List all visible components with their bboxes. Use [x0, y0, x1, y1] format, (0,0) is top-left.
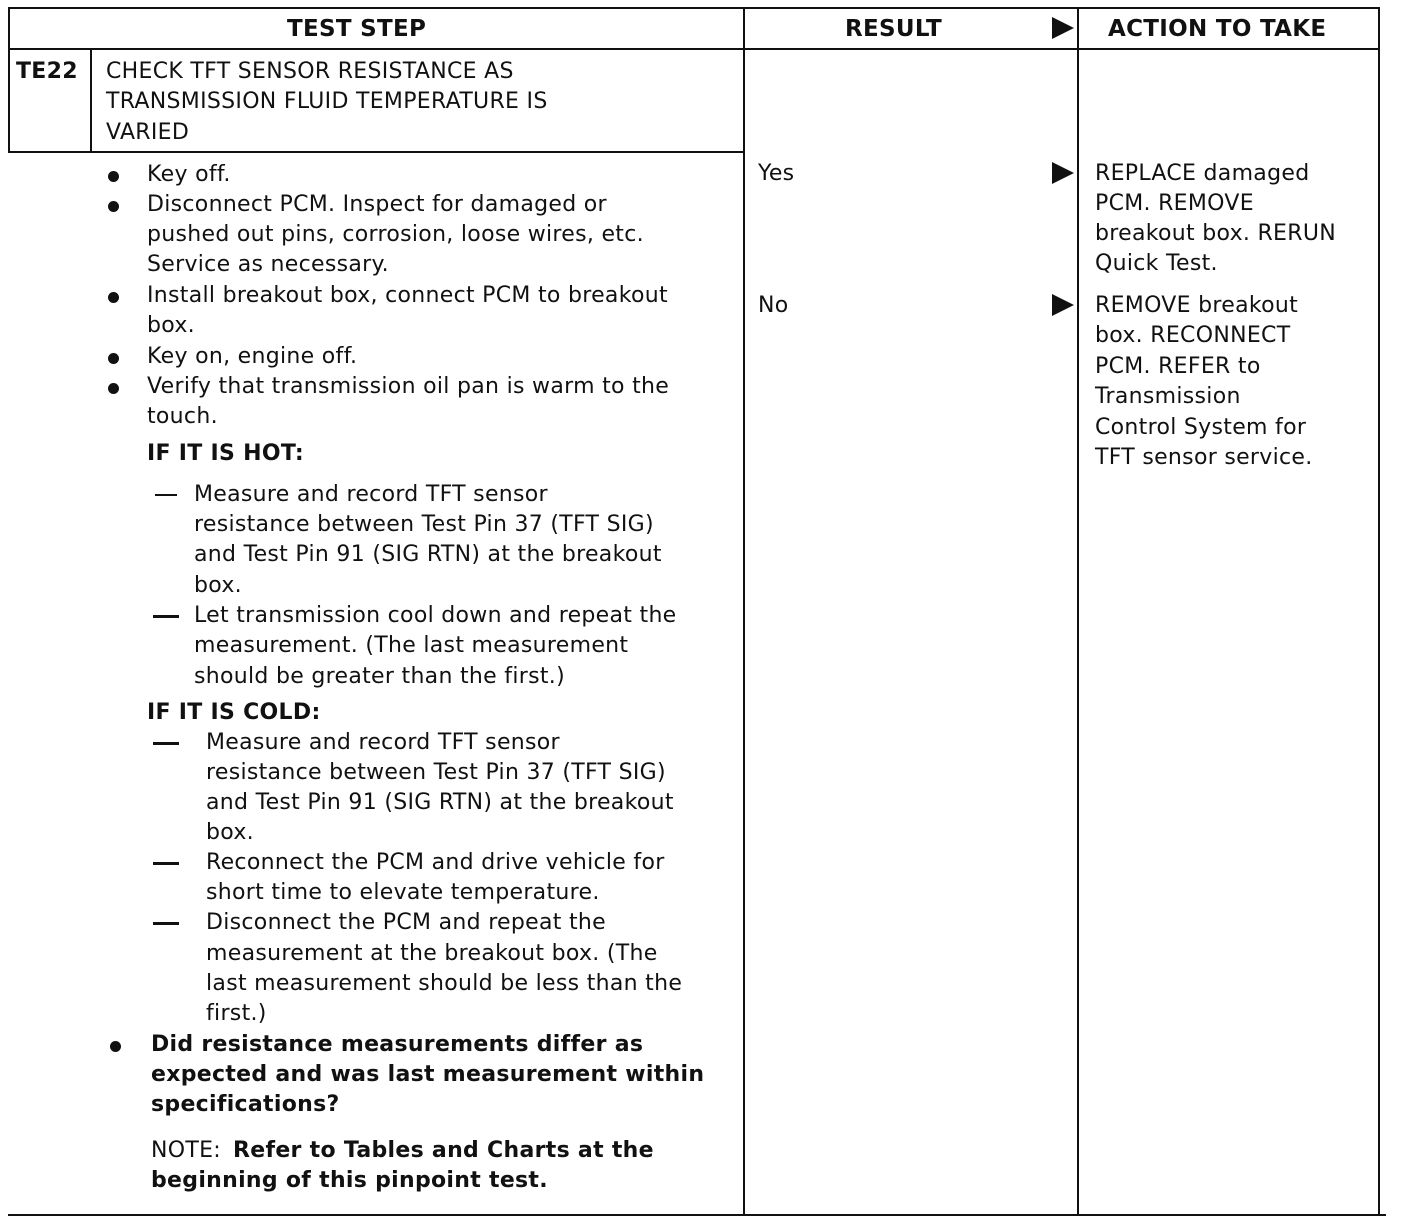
- result-no-label: No: [758, 293, 789, 318]
- step-title-line: TRANSMISSION FLUID TEMPERATURE IS: [106, 89, 548, 114]
- action-line: Control System for: [1095, 415, 1307, 440]
- dash-icon: [153, 742, 179, 745]
- table-right-border: [1378, 7, 1380, 1215]
- cold-instruction-line: short time to elevate temperature.: [206, 880, 600, 905]
- table-top-border: [8, 7, 1380, 9]
- action-line: REMOVE breakout: [1095, 293, 1299, 318]
- action-line: breakout box. RERUN: [1095, 221, 1337, 246]
- action-line: PCM. REMOVE: [1095, 191, 1254, 216]
- step-id: TE22: [16, 59, 78, 84]
- note-label: NOTE:: [151, 1138, 222, 1163]
- instruction-line: Disconnect PCM. Inspect for damaged or: [147, 192, 607, 217]
- cold-instruction-line: last measurement should be less than the: [206, 971, 683, 996]
- result-arrow-icon: [1052, 294, 1074, 316]
- action-line: Quick Test.: [1095, 251, 1218, 276]
- instruction-line: Install breakout box, connect PCM to breakout: [147, 283, 668, 308]
- instruction-line: Service as necessary.: [147, 252, 389, 277]
- hot-instruction-line: should be greater than the first.): [194, 664, 565, 689]
- dash-icon: [155, 494, 177, 496]
- cold-instruction-line: Measure and record TFT sensor: [206, 730, 560, 755]
- question-line: expected and was last measurement within: [151, 1062, 705, 1087]
- instruction-line: Verify that transmission oil pan is warm to the: [147, 374, 670, 399]
- note-line: Refer to Tables and Charts at the: [233, 1138, 654, 1163]
- cold-instruction-line: box.: [206, 820, 254, 845]
- action-line: REPLACE damaged: [1095, 161, 1310, 186]
- step-id-divider: [90, 48, 92, 152]
- step-title-bottom-border: [8, 151, 745, 153]
- action-line: box. RECONNECT: [1095, 323, 1291, 348]
- header-action-to-take: ACTION TO TAKE: [1108, 16, 1327, 42]
- instruction-line: box.: [147, 313, 195, 338]
- header-test-step: TEST STEP: [287, 16, 427, 42]
- table-left-border: [8, 7, 10, 151]
- instruction-line: touch.: [147, 404, 218, 429]
- hot-instruction-line: Let transmission cool down and repeat the: [194, 603, 677, 628]
- result-column-divider: [1077, 7, 1079, 1215]
- cold-instruction-line: Disconnect the PCM and repeat the: [206, 910, 606, 935]
- step-title-line: CHECK TFT SENSOR RESISTANCE AS: [106, 59, 514, 84]
- dash-icon: [153, 922, 179, 925]
- cold-heading: IF IT IS COLD:: [147, 700, 321, 725]
- action-line: Transmission: [1095, 384, 1241, 409]
- cold-instruction-line: first.): [206, 1001, 267, 1026]
- header-arrow-icon: [1052, 17, 1074, 39]
- note-line: beginning of this pinpoint test.: [151, 1168, 548, 1193]
- question-line: Did resistance measurements differ as: [151, 1032, 644, 1057]
- instruction-line: Key on, engine off.: [147, 344, 358, 369]
- hot-heading: IF IT IS HOT:: [147, 441, 305, 466]
- dash-icon: [153, 862, 179, 865]
- cold-instruction-line: resistance between Test Pin 37 (TFT SIG): [206, 760, 666, 785]
- dash-icon: [153, 615, 179, 618]
- test-step-column-divider: [743, 7, 745, 1215]
- header-result: RESULT: [845, 16, 943, 42]
- bullet-icon: [108, 201, 119, 212]
- cold-instruction-line: Reconnect the PCM and drive vehicle for: [206, 850, 665, 875]
- action-line: PCM. REFER to: [1095, 354, 1261, 379]
- hot-instruction-line: box.: [194, 573, 242, 598]
- bullet-icon: [108, 292, 119, 303]
- bullet-icon: [108, 383, 119, 394]
- result-arrow-icon: [1052, 162, 1074, 184]
- bullet-icon: [110, 1041, 121, 1052]
- cold-instruction-line: and Test Pin 91 (SIG RTN) at the breakout: [206, 790, 674, 815]
- step-title-line: VARIED: [106, 120, 190, 145]
- instruction-line: pushed out pins, corrosion, loose wires, etc.: [147, 222, 644, 247]
- header-bottom-border: [8, 48, 1380, 50]
- hot-instruction-line: measurement. (The last measurement: [194, 633, 629, 658]
- hot-instruction-line: resistance between Test Pin 37 (TFT SIG): [194, 512, 654, 537]
- table-bottom-border: [8, 1214, 1386, 1216]
- bullet-icon: [108, 353, 119, 364]
- result-yes-label: Yes: [758, 161, 795, 186]
- instruction-line: Key off.: [147, 162, 231, 187]
- action-line: TFT sensor service.: [1095, 445, 1313, 470]
- hot-instruction-line: Measure and record TFT sensor: [194, 482, 548, 507]
- cold-instruction-line: measurement at the breakout box. (The: [206, 941, 658, 966]
- hot-instruction-line: and Test Pin 91 (SIG RTN) at the breakout: [194, 542, 662, 567]
- question-line: specifications?: [151, 1092, 340, 1117]
- bullet-icon: [108, 171, 119, 182]
